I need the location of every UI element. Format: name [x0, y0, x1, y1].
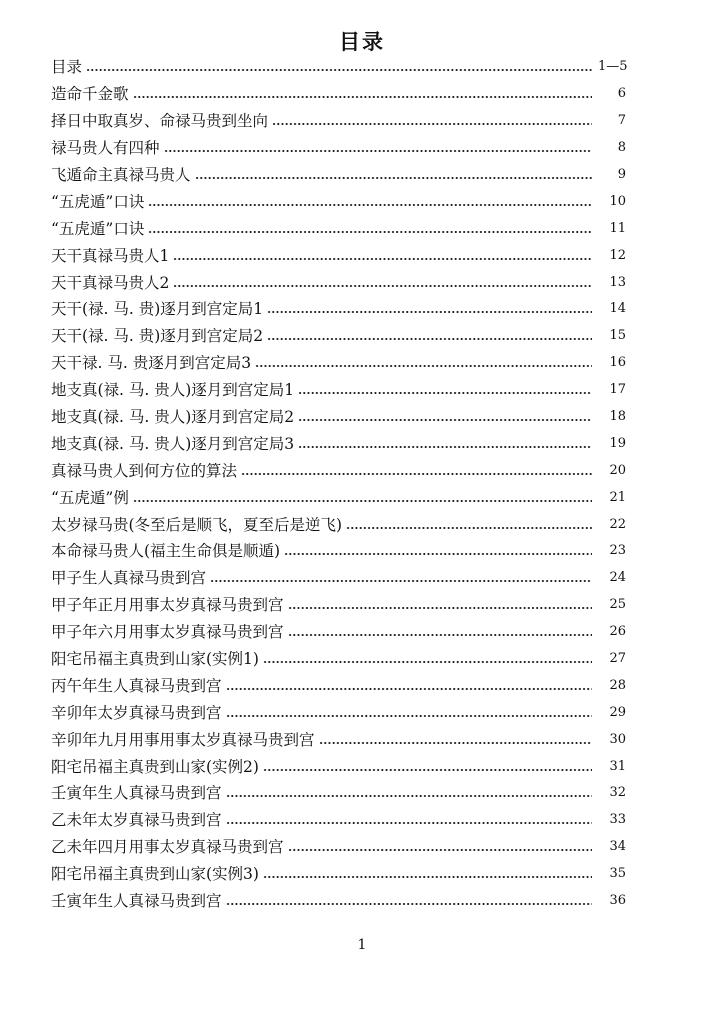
toc-entry: [51, 162, 626, 189]
toc-entry-page-number: 16: [609, 355, 626, 371]
toc-entry-title: 本命禄马贵人(福主生命俱是顺遁): [51, 542, 281, 561]
toc-entry: [51, 484, 626, 511]
toc-entry-title: 造命千金歌: [51, 85, 129, 104]
dot-leader: [263, 660, 592, 664]
toc-entry-page-number: 33: [609, 812, 626, 828]
dot-leader: [267, 310, 592, 314]
toc-entry-title: 地支真(禄. 马. 贵人)逐月到宫定局2: [51, 408, 295, 427]
toc-entry-page-number: 22: [609, 516, 626, 532]
dot-leader: [298, 445, 592, 449]
toc-entry-title: 禄马贵人有四种: [51, 139, 160, 158]
dot-leader: [241, 472, 592, 476]
toc-entry-page-number: 19: [609, 435, 626, 451]
toc-entry-title: 丙午年生人真禄马贵到宫: [51, 676, 222, 695]
dot-leader: [226, 821, 592, 825]
toc-entry-page-number: 35: [609, 866, 626, 882]
toc-entry-page-number: 23: [609, 543, 626, 559]
toc-entry-page-number: 26: [609, 624, 626, 640]
dot-leader: [226, 687, 592, 691]
toc-entry-page-number: 27: [609, 651, 626, 667]
toc-entry: [51, 699, 626, 726]
toc-entry-title: 甲子年六月用事太岁真禄马贵到宫: [51, 623, 284, 642]
toc-entry-title: “五虎遁”例: [51, 488, 129, 507]
toc-entry-title: 阳宅吊福主真贵到山家(实例1): [51, 650, 259, 669]
dot-leader: [298, 418, 592, 422]
toc-entry-page-number: 11: [609, 220, 626, 236]
toc-entry-title: “五虎遁”口诀: [51, 219, 145, 238]
toc-entry-page-number: 36: [609, 893, 626, 909]
toc-entry-page-number: 20: [609, 462, 626, 478]
dot-leader: [195, 176, 592, 180]
dot-leader: [319, 741, 592, 745]
toc-entry-page-number: 24: [609, 570, 626, 586]
toc-entry-page-number: 15: [609, 328, 626, 344]
toc-entry: [51, 646, 626, 673]
toc-entry: [51, 780, 626, 807]
toc-entry-page-number: 34: [609, 839, 626, 855]
toc-entry-page-number: 25: [609, 597, 626, 613]
toc-entry: [51, 135, 626, 162]
toc-entry: [51, 242, 626, 269]
toc-entry: [51, 726, 626, 753]
dot-leader: [288, 633, 592, 637]
dot-leader: [133, 95, 592, 99]
toc-entry-page-number: 30: [609, 731, 626, 747]
page-number-footer: 1: [357, 937, 367, 953]
toc-entry: [51, 377, 626, 404]
toc-entry: [51, 404, 626, 431]
toc-entry-page-number: 6: [617, 86, 626, 102]
dot-leader: [226, 714, 592, 718]
toc-entry: [51, 81, 626, 108]
toc-entry-page-number: 13: [609, 274, 626, 290]
dot-leader: [226, 794, 592, 798]
toc-entry-title: 太岁禄马贵(冬至后是顺飞，夏至后是逆飞): [51, 515, 343, 534]
toc-entry-title: 飞遁命主真禄马贵人: [51, 166, 191, 184]
toc-entry: [51, 888, 626, 915]
toc-entry: [51, 538, 626, 565]
toc-entry-title: 天干真禄马贵人1: [51, 246, 170, 265]
toc-entry-title: “五虎遁”口诀: [51, 192, 145, 211]
dot-leader: [298, 391, 592, 395]
toc-entry-title: 壬寅年生人真禄马贵到宫: [51, 784, 222, 803]
dot-leader: [263, 875, 592, 879]
toc-entry-page-number: 32: [609, 785, 626, 801]
toc-entry-title: 乙未年太岁真禄马贵到宫: [51, 811, 222, 830]
dot-leader: [148, 230, 592, 234]
toc-entry-page-number: 31: [609, 758, 626, 774]
toc-entry-title: 乙未年四月用事太岁真禄马贵到宫: [51, 838, 284, 857]
toc-entry-page-number: 21: [609, 489, 626, 505]
dot-leader: [148, 203, 592, 207]
toc-entry-title: 目录: [51, 58, 83, 77]
toc-entry: [51, 108, 626, 135]
toc-entry-page-number: 7: [617, 113, 626, 129]
dot-leader: [173, 284, 592, 288]
toc-entry-page-number: 12: [609, 247, 626, 263]
toc-entry: [51, 54, 626, 81]
toc-entry-page-number: 9: [617, 167, 626, 182]
table-of-contents: [51, 54, 626, 915]
dot-leader: [272, 122, 592, 126]
toc-entry-title: 壬寅年生人真禄马贵到宫: [51, 892, 222, 911]
dot-leader: [288, 848, 592, 852]
dot-leader: [133, 499, 592, 503]
dot-leader: [267, 337, 592, 341]
toc-entry: [51, 672, 626, 699]
dot-leader: [288, 606, 592, 610]
toc-entry-title: 甲子年正月用事太岁真禄马贵到宫: [51, 596, 284, 615]
dot-leader: [284, 552, 592, 556]
toc-entry-title: 辛卯年九月用事用事太岁真禄马贵到宫: [51, 730, 315, 749]
toc-entry: [51, 753, 626, 780]
toc-entry-title: 地支真(禄. 马. 贵人)逐月到宫定局1: [51, 381, 295, 400]
toc-entry: [51, 350, 626, 377]
toc-entry-title: 阳宅吊福主真贵到山家(实例2): [51, 757, 259, 776]
dot-leader: [210, 579, 592, 583]
toc-entry: [51, 807, 626, 834]
toc-entry: [51, 296, 626, 323]
toc-entry-title: 甲子生人真禄马贵到宫: [51, 569, 207, 588]
toc-entry: [51, 592, 626, 619]
toc-entry: [51, 215, 626, 242]
toc-entry: [51, 430, 626, 457]
toc-entry: [51, 861, 626, 888]
dot-leader: [346, 526, 592, 530]
dot-leader: [226, 902, 592, 906]
toc-entry-page-number: 17: [609, 382, 626, 398]
toc-entry: [51, 457, 626, 484]
toc-entry-page-number: 14: [609, 301, 626, 317]
page-title: 目录: [339, 29, 385, 54]
toc-entry-title: 辛卯年太岁真禄马贵到宫: [51, 703, 222, 722]
toc-entry-page-number: 29: [609, 704, 626, 720]
toc-entry-title: 天干(禄. 马. 贵)逐月到宫定局1: [51, 300, 264, 319]
dot-leader: [255, 364, 592, 368]
toc-entry-page-number: 28: [609, 677, 626, 693]
toc-entry: [51, 188, 626, 215]
toc-entry-page-number: 8: [617, 140, 626, 156]
dot-leader: [263, 768, 592, 772]
toc-entry-page-number: 18: [609, 409, 626, 425]
toc-entry-title: 真禄马贵人到何方位的算法: [51, 461, 238, 480]
toc-entry: [51, 834, 626, 861]
toc-entry-page-number: 10: [609, 193, 626, 209]
toc-entry: [51, 619, 626, 646]
toc-entry-title: 择日中取真岁、命禄马贵到坐向: [51, 112, 269, 131]
toc-entry-title: 地支真(禄. 马. 贵人)逐月到宫定局3: [51, 434, 295, 453]
toc-entry-title: 天干(禄. 马. 贵)逐月到宫定局2: [51, 327, 264, 346]
toc-entry-title: 阳宅吊福主真贵到山家(实例3): [51, 865, 259, 884]
toc-entry: [51, 269, 626, 296]
toc-entry-title: 天干禄. 马. 贵逐月到宫定局3: [51, 354, 252, 373]
toc-entry-page-number: 1—5: [598, 59, 628, 75]
toc-entry-title: 天干真禄马贵人2: [51, 273, 170, 292]
dot-leader: [173, 257, 592, 261]
toc-entry: [51, 565, 626, 592]
dot-leader: [164, 149, 592, 153]
toc-entry: [51, 323, 626, 350]
toc-entry: [51, 511, 626, 538]
dot-leader: [86, 68, 592, 72]
